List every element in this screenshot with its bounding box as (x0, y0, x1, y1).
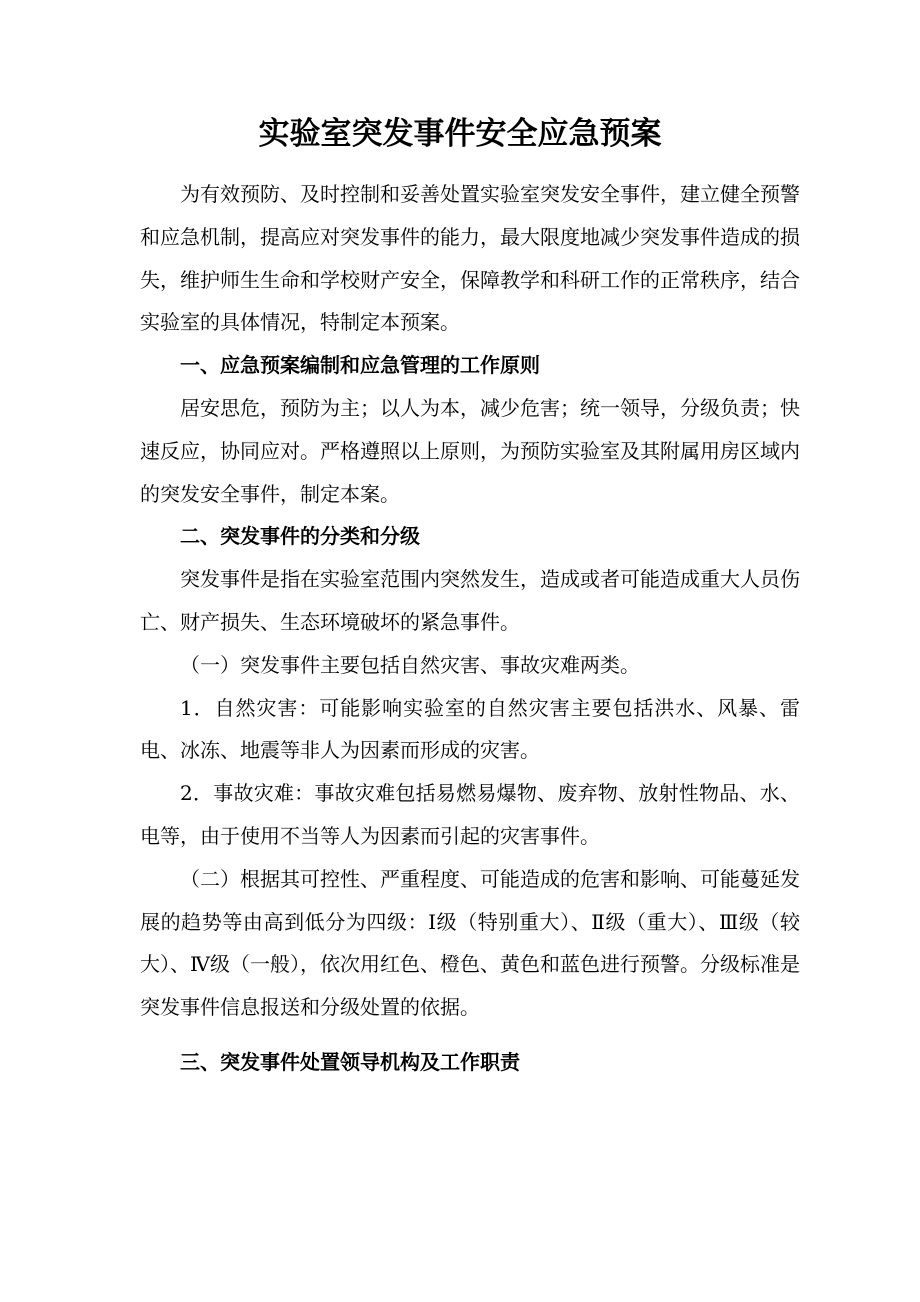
classification-types-paragraph: （一）突发事件主要包括自然灾害、事故灾难两类。 (180, 652, 640, 677)
section-heading-principles: 一、应急预案编制和应急管理的工作原则 (180, 353, 540, 378)
grading-paragraph: （二）根据其可控性、严重程度、可能造成的危害和影响、可能蔓延发展的趋势等由高到低分为四级：Ⅰ级（特别重大）、Ⅱ级（重大）、Ⅲ级（较大）、Ⅳ级（一般），依次用红色、橙色、黄色和蓝色进行预警。分级标准是突发事件信息报送和分级处置的依据。 (140, 866, 800, 1020)
classification-definition-paragraph: 突发事件是指在实验室范围内突然发生，造成或者可能造成重大人员伤亡、财产损失、生态环境破坏的紧急事件。 (140, 567, 800, 634)
document-body (140, 173, 800, 1084)
intro-paragraph: 为有效预防、及时控制和妥善处置实验室突发安全事件，建立健全预警和应急机制，提高应对突发事件的能力，最大限度地减少突发事件造成的损失，维护师生生命和学校财产安全，保障教学和科研工作的正常秩序，结合实验室的具体情况，特制定本预案。 (140, 182, 800, 335)
accident-disaster-paragraph: 2．事故灾难：事故灾难包括易燃易爆物、废弃物、放射性物品、水、电等，由于使用不当等人为因素而引起的灾害事件。 (140, 781, 800, 848)
section-heading-leadership: 三、突发事件处置领导机构及工作职责 (180, 1049, 520, 1074)
principles-paragraph: 居安思危，预防为主；以人为本，减少危害；统一领导，分级负责；快速反应，协同应对。严格遵照以上原则，为预防实验室及其附属用房区域内的突发安全事件，制定本案。 (140, 395, 800, 506)
natural-disaster-paragraph: 1．自然灾害：可能影响实验室的自然灾害主要包括洪水、风暴、雷电、冰冻、地震等非人为因素而形成的灾害。 (140, 695, 800, 763)
section-heading-classification: 二、突发事件的分类和分级 (180, 524, 420, 549)
document-title: 实验室突发事件安全应急预案 (258, 116, 662, 152)
